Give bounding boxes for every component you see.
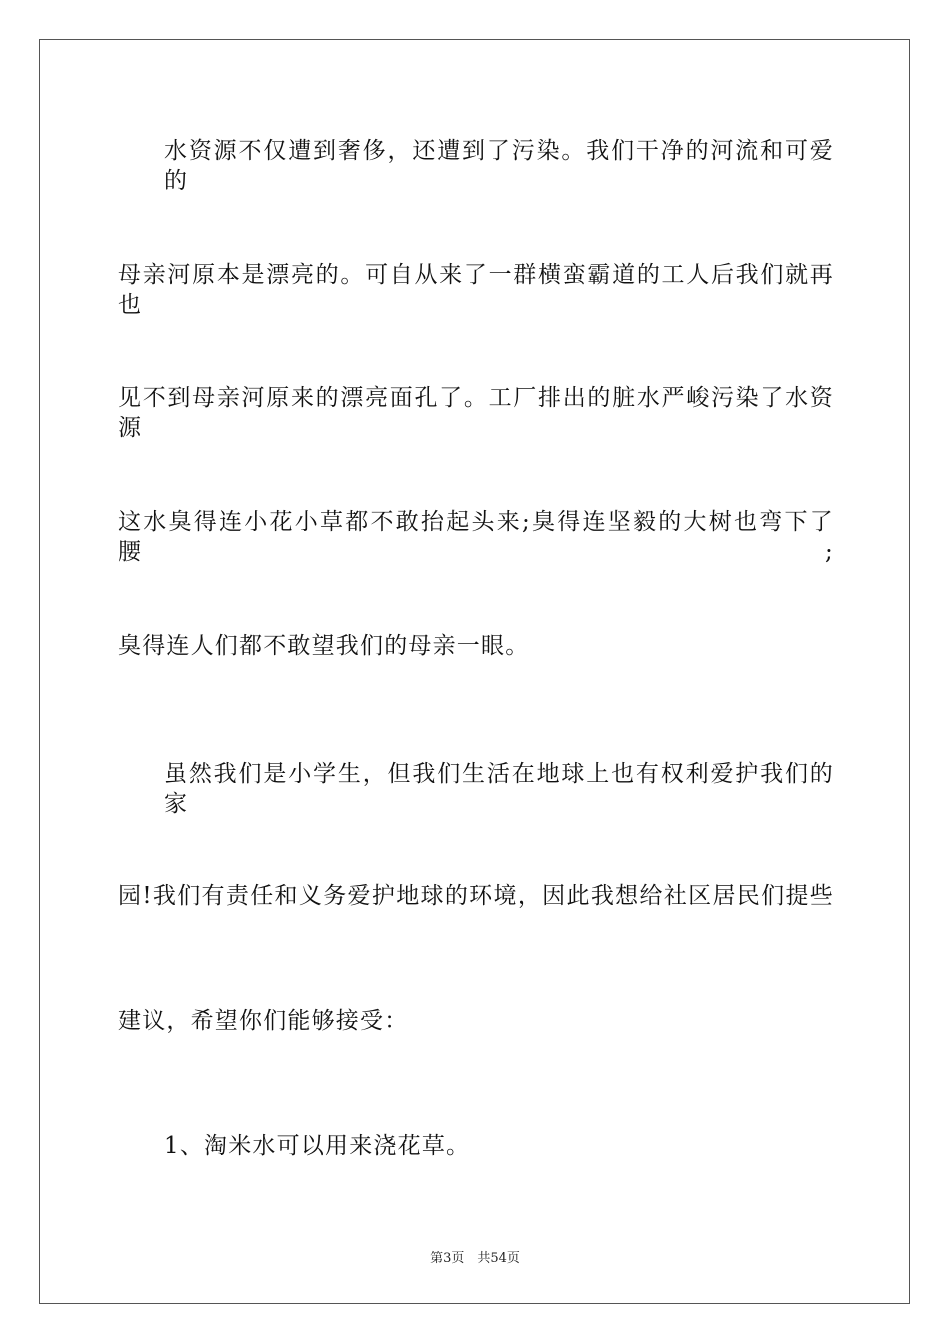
paragraph-1-line-2: 母亲河原本是漂亮的。可自从来了一群横蛮霸道的工人后我们就再也 [118, 262, 834, 318]
page-number-footer: 第3页 共54页 [430, 1251, 520, 1266]
paragraph-3-line-1: 1、淘米水可以用来浇花草。 [164, 1133, 471, 1159]
paragraph-1-line-4: 这水臭得连小花小草都不敢抬起头来;臭得连坚毅的大树也弯下了腰; [118, 509, 834, 565]
page-frame [39, 39, 910, 1304]
paragraph-2-line-2: 园!我们有责任和义务爱护地球的环境，因此我想给社区居民们提些 [118, 883, 834, 909]
paragraph-1-line-5: 臭得连人们都不敢望我们的母亲一眼。 [118, 633, 530, 659]
paragraph-2-line-3: 建议，希望你们能够接受： [118, 1008, 409, 1034]
paragraph-1-line-1: 水资源不仅遭到奢侈，还遭到了污染。我们干净的河流和可爱的 [164, 138, 834, 194]
paragraph-2-line-1: 虽然我们是小学生，但我们生活在地球上也有权利爱护我们的家 [164, 761, 834, 817]
paragraph-1-line-3: 见不到母亲河原来的漂亮面孔了。工厂排出的脏水严峻污染了水资源 [118, 385, 834, 441]
